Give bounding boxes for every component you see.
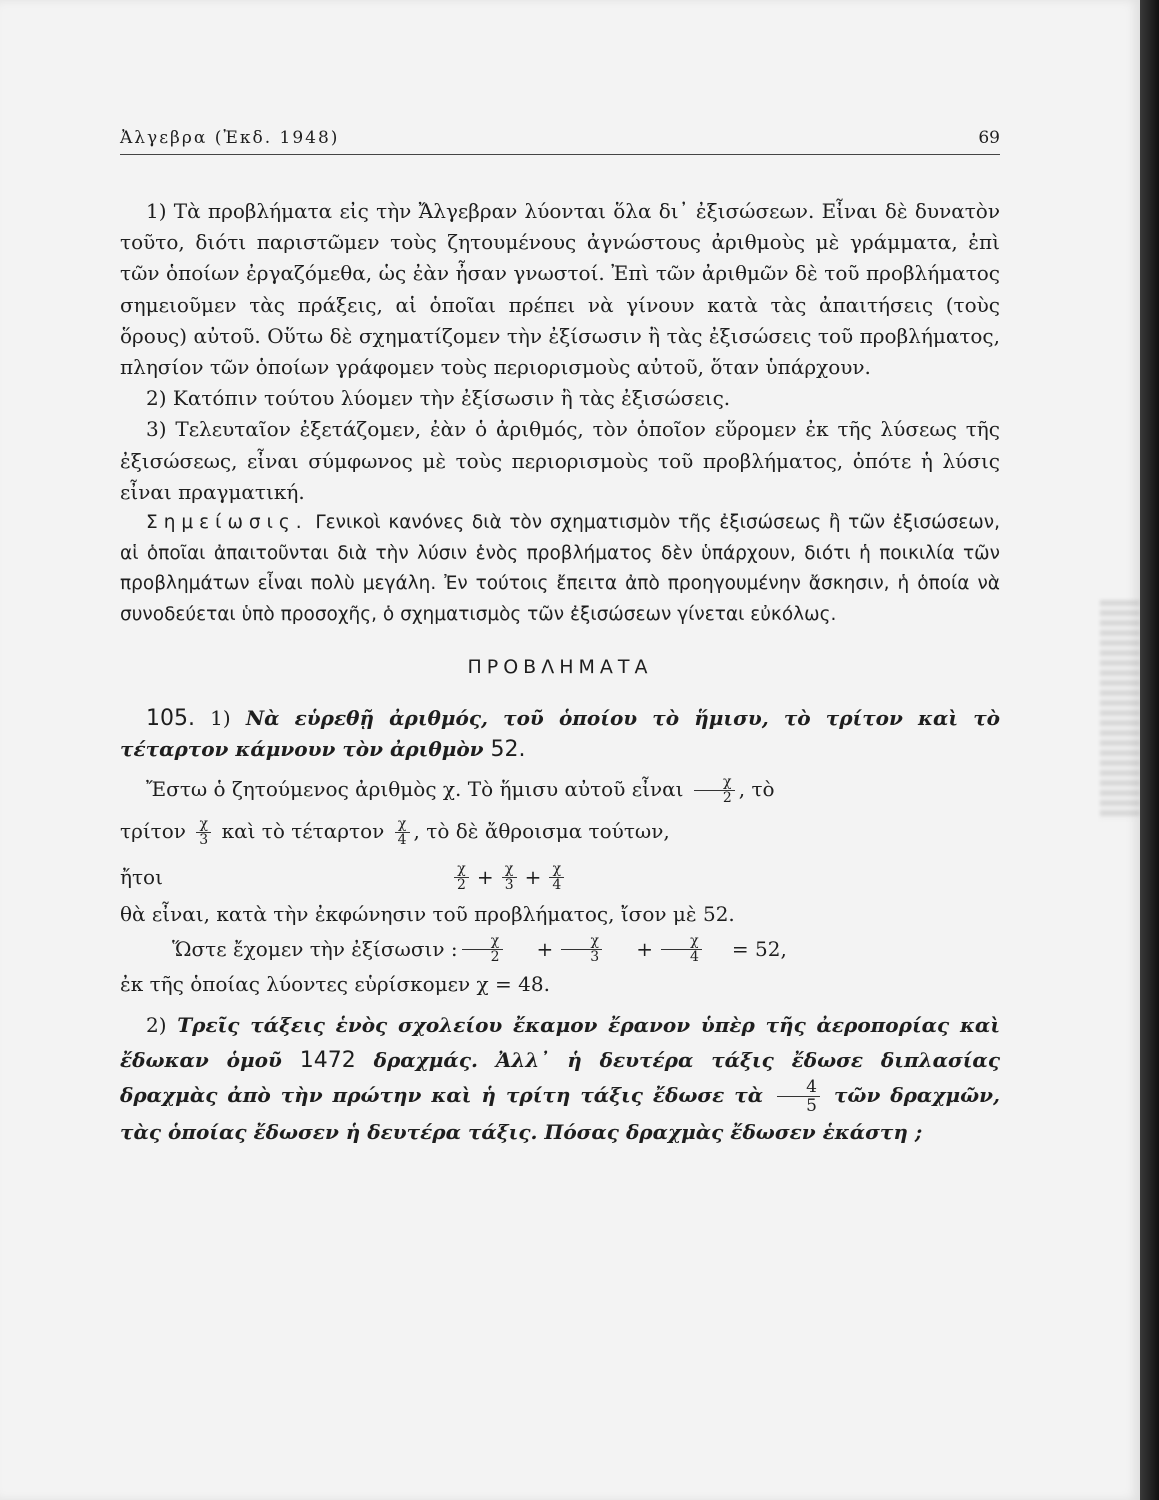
paragraph-rule-2: 2) Κατόπιν τούτου λύομεν τὴν ἐξίσωσιν ἢ τὰς ἐξισώσεις. [146, 386, 731, 411]
note-label: Σημείωσις. [146, 512, 308, 534]
sum-frac-1: $\frac{\chi}{2}$ [454, 862, 469, 893]
solution-text-2b: καὶ τὸ τέταρτον [221, 818, 385, 843]
solution-text-2a: τρίτον [120, 818, 186, 843]
plus-sign: + [636, 937, 653, 962]
problem-2-text-a: Τρεῖς τάξεις ἑνὸς σχολείου ἔκαμον ἔρανον ὑπὲρ τῆς ἀεροπορίας καὶ ἔδωκαν ὁμοῦ [120, 1013, 1000, 1073]
eq-frac-1: $\frac{\chi}{2}$ [462, 934, 503, 965]
problem-2-amount: 1472 [299, 1048, 356, 1074]
sum-frac-2: $\frac{\chi}{3}$ [502, 862, 517, 893]
fraction-4-over-5: $\frac{4}{5}$ [777, 1078, 820, 1115]
bleed-through-stamp [1100, 600, 1140, 820]
paragraph-rule-3: 3) Τελευταῖον ἐξετάζομεν, ἐὰν ὁ ἀριθμός, τὸν ὁποῖον εὕρομεν ἐκ τῆς λύσεως τῆς ἐξισώσεως, εἶναι σύμφωνος μὲ τοὺς περιορισμοὺς τοῦ προβλήματος, ὁπότε ἡ λύσις εἶναι πραγματική. [120, 417, 1000, 504]
note-text: Γενικοὶ κανόνες διὰ τὸν σχηματισμὸν τῆς ἐξισώσεως ἢ τῶν ἐξισώσεων, αἱ ὁποῖαι ἀπαιτοῦνται διὰ τὴν λύσιν ἑνὸς προβλήματος δὲν ὑπάρχουν, διότι ἡ ποικιλία τῶν προβλημάτων εἶναι πολὺ μεγάλη. Ἐν τούτοις ἔπειτα ἀπὸ προηγουμένην ἄσκησιν, ἡ ὁποία νὰ συνοδεύεται ὑπὸ προσοχῆς, ὁ σχηματισμὸς τῶν ἐξισώσεων γίνεται εὐκόλως. [120, 512, 1000, 625]
plus-sign: + [476, 864, 494, 889]
plus-sign: + [536, 937, 554, 962]
fraction-x-over-4: $\frac{\chi}{4}$ [395, 817, 410, 848]
eq-frac-3: $\frac{\chi}{4}$ [661, 934, 702, 965]
note-paragraph [120, 508, 1000, 630]
fraction-x-over-3: $\frac{\chi}{3}$ [196, 817, 211, 848]
solution-text-3: ἤτοι [120, 864, 163, 889]
solution-line-4: θὰ εἶναι, κατὰ τὴν ἐκφώνησιν τοῦ προβλήματος, ἴσον μὲ 52. [120, 901, 735, 926]
section-title: ΠΡΟΒΛΗΜΑΤΑ [467, 656, 653, 679]
problem-105-statement [120, 703, 1000, 765]
paragraph-rule-1: 1) Τὰ προβλήματα εἰς τὴν Ἄλγεβραν λύονται ὅλα δι᾽ ἐξισώσεων. Εἶναι δὲ δυνατὸν τοῦτο, διότι παριστῶμεν τοὺς ζητουμένους ἀγνώστους ἀριθμοὺς μὲ γράμματα, ἐπὶ τῶν ὁποίων ἐργαζόμεθα, ὡς ἐὰν ἦσαν γνωστοί. Ἐπὶ τῶν ἀριθμῶν δὲ τοῦ προβλήματος σημειοῦμεν τὰς πράξεις, αἱ ὁποῖαι πρέπει νὰ γίνουν κατὰ τὰς ἀπαιτήσεις (τοὺς ὅρους) αὐτοῦ. Οὕτω δὲ σχηματίζομεν τὴν ἐξίσωσιν ἢ τὰς ἐξισώσεις τοῦ προβλήματος, πλησίον τῶν ὁποίων γράφομεν τοὺς περιορισμοὺς αὐτοῦ, ὅταν ὑπάρχουν. [120, 199, 1000, 380]
problem-2-text-b: δραχμάς. Ἀλλ᾽ ἡ δευτέρα τάξις ἔδωσε διπλασίας δραχμὰς ἀπὸ τὴν πρώτην καὶ ἡ τρίτη τάξις ἔδωσε τὰ [120, 1048, 1000, 1108]
problem-2-statement [120, 1008, 1000, 1150]
running-header [120, 128, 1000, 155]
problem-part: 1) [210, 706, 231, 731]
solution-line-6: ἐκ τῆς ὁποίας λύοντες εὑρίσκομεν χ = 48. [120, 972, 550, 997]
solution-text-1: Ἔστω ὁ ζητούμενος ἀριθμὸς χ. Τὸ ἥμισυ αὐτοῦ εἶναι [146, 776, 684, 801]
equation-line [120, 934, 1000, 965]
plus-sign: + [524, 864, 542, 889]
running-title: Ἀλγεβρα (Ἐκδ. 1948) [120, 128, 340, 148]
scan-edge [1140, 0, 1159, 1500]
eq-frac-2: $\frac{\chi}{3}$ [561, 934, 602, 965]
sum-frac-3: $\frac{\chi}{4}$ [549, 862, 564, 893]
sum-expression-line [120, 862, 1000, 893]
solution-line-1 [120, 774, 1000, 806]
problem-2-part: 2) [146, 1013, 167, 1038]
problem-text: Νὰ εὑρεθῇ ἀριθμός, τοῦ ὁποίου τὸ ἥμισυ, τὸ τρίτον καὶ τὸ τέταρτον κάμνουν τὸν ἀριθμὸν [120, 706, 1001, 762]
solution-text-2c: , τὸ δὲ ἄθροισμα τούτων, [413, 818, 670, 843]
solution-text-1-end: , τὸ [738, 776, 775, 801]
solution-line-2 [120, 816, 1000, 848]
equation-result: = 52, [731, 937, 787, 962]
problem-2-text-c: τῶν δραχμῶν, τὰς ὁποίας ἔδωσεν ἡ δευτέρα τάξις. Πόσας δραχμὰς ἔδωσεν ἑκάστη ; [120, 1083, 1000, 1145]
problem-target-number: 52. [490, 737, 526, 763]
fraction-x-over-2: $\frac{\chi}{2}$ [694, 775, 735, 806]
solution-text-5: Ὥστε ἔχομεν τὴν ἐξίσωσιν : [172, 937, 458, 962]
page-body [120, 196, 1000, 1150]
page-number: 69 [978, 128, 1000, 148]
problem-number: 105. [146, 706, 195, 732]
